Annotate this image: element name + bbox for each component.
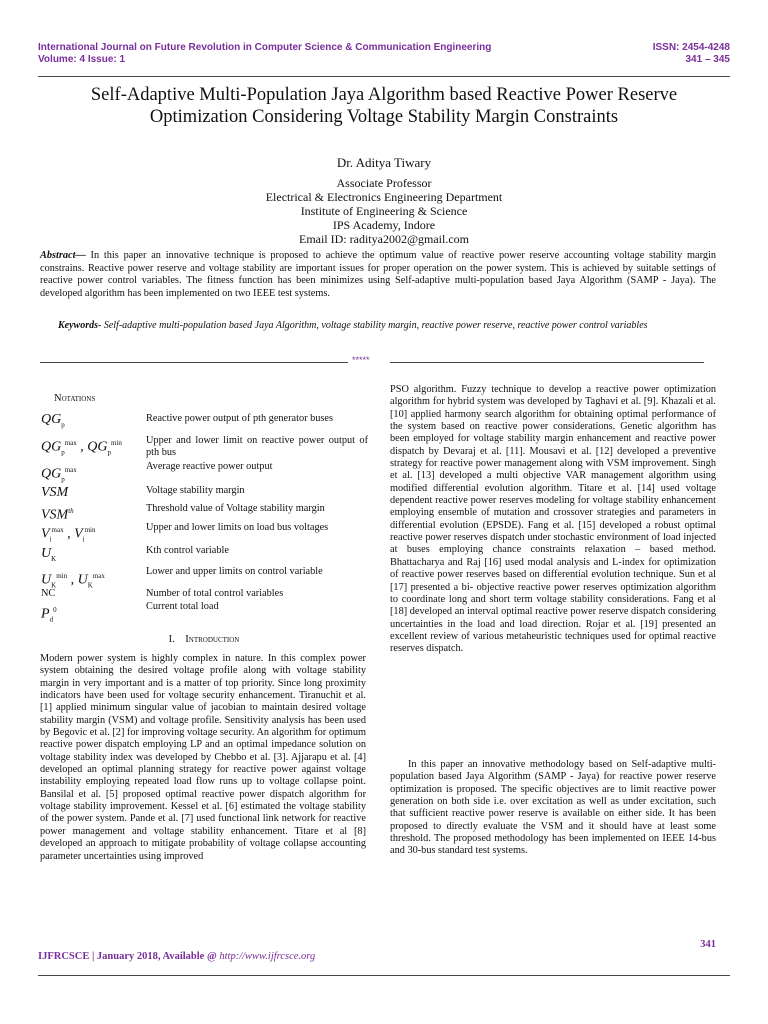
notation-symbol-9: NC xyxy=(41,588,56,599)
notation-desc-5: Threshold value of Voltage stability margin xyxy=(146,503,325,514)
intro-paragraph-2: PSO algorithm. Fuzzy technique to develop a reactive power optimization algorithm for hybrid system was developed by Taghavi et al. [9]. Khazali et al. [10] applied harmony search algorithm for obtaining optimal performance of the system based on reactive power considerations. Genetic algorithm has been employed for voltage stability margin enhancement and reactive power dispatch by Devaraj et al. [11]. Mousavi et al. [12] developed a preventive strategy for reactive power management along with VSM improvement. Singh et al. [13] developed a multi objective VAR management algorithm using modified differential evolution algorithm. Titare et al. [14] used voltage dependent reactive power reserves modeling for voltage stability enhancement employing ensemble of mutation and crossover strategies and parameters in differential evolution (EPSDE). Fang et al. [15] developed a robust optimal reactive power reserves dispatch under stochastic environment of load injected at buses employing chance constraints relaxation – based method. Bhattacharya and Raj [16] used modal analysis and L-index for optimization of reactive power reserves based on differential evolution technique. Sun et al [17] presented a bi- objective reactive power reserves optimization algorithm to coordinate long and short term voltage stability considerations. Fang et al [18] developed an interval optimal reactive power reserve dispatch considering uncertainties in the load and load direction. Rojar et al. [19] presented an excellent review of various metaheuristic techniques used for optimal reactive reserves dispatch. xyxy=(390,384,716,655)
footer-label: IJFRCSCE | January 2018, Available @ xyxy=(38,951,217,962)
notation-symbol-2: $QG_p^{max}$ , $QG_p^{min}$ xyxy=(41,439,122,457)
notation-symbol-5: $VSM^{th}$ xyxy=(41,507,74,523)
abstract xyxy=(40,250,716,300)
footer-rule xyxy=(38,975,730,976)
separator-stars: ***** xyxy=(352,355,370,365)
notations-heading: Notations xyxy=(54,393,96,404)
separator-rule-left xyxy=(40,362,348,363)
title-line-1: Self-Adaptive Multi-Population Jaya Algorithm based Reactive Power Reserve xyxy=(90,85,678,105)
notation-symbol-4: VSM xyxy=(41,485,69,500)
notation-desc-4: Voltage stability margin xyxy=(146,485,245,496)
author-email: Email ID: raditya2002@gmail.com xyxy=(298,232,469,246)
intro-paragraph-3: In this paper an innovative methodology based on Self-adaptive multi-population based Jaya Algorithm (SAMP - Jaya) for reactive power reserve optimization is proposed. The specific objectives are to limit reactive power generation on both side i.e. over excitation as well as under excitation, such that sufficient reactive power reserve is available on either side. It has been proposed to directly evaluate the VSM and it should have at least some threshold. The proposed methodology has been implemented on IEEE 14-bus and 30-bus standard test systems. xyxy=(390,759,716,857)
abstract-text: In this paper an innovative technique is proposed to achieve the optimum value of reactive power reserve accounting voltage stability margin constrains. Reactive power reserve and voltage stability are important issues for proper operation on the power system. This is achieved by suitable settings of reactive power control variables. The fitness function has been minimizes using Self-adaptive multi-population based Jaya Algorithm (SAMP - Jaya). The developed algorithm has been implemented on two IEEE test systems. xyxy=(40,250,716,299)
page-number: 341 xyxy=(700,939,716,950)
issn: ISSN: 2454-4248 xyxy=(652,42,730,53)
journal-name: International Journal on Future Revolution in Computer Science & Communication Engineering xyxy=(38,42,492,53)
header-rule xyxy=(38,76,730,77)
notation-desc-1: Reactive power output of pth generator buses xyxy=(146,413,334,424)
author-institute: Institute of Engineering & Science xyxy=(300,204,468,218)
keywords xyxy=(58,317,718,335)
notation-desc-10: Current total load xyxy=(146,601,219,612)
notation-symbol-1: $QG_p$ xyxy=(41,412,65,429)
page-range: 341 – 345 xyxy=(685,54,730,65)
author-department: Electrical & Electronics Engineering Department xyxy=(265,190,503,204)
notation-symbol-3: $QG_p^{max}$ xyxy=(41,466,77,484)
notation-desc-2: Upper and lower limit on reactive power output of pth bus xyxy=(146,435,368,458)
footer-citation xyxy=(38,951,315,962)
keywords-text: Self-adaptive multi-population based Jaya Algorithm, voltage stability margin, reactive power reserve, reactive power control variables xyxy=(101,320,648,331)
author-position: Associate Professor xyxy=(336,176,432,190)
section-number: I. xyxy=(168,634,175,645)
author-academy: IPS Academy, Indore xyxy=(332,218,436,232)
notation-symbol-6: $V_i^{max}$ , $V_i^{min}$ xyxy=(41,526,96,544)
notation-symbol-10: $P_d^0$ xyxy=(41,606,57,624)
volume-issue: Volume: 4 Issue: 1 xyxy=(38,54,126,65)
notation-desc-9: Number of total control variables xyxy=(146,588,284,599)
separator-rule-right xyxy=(390,362,704,363)
paper-title xyxy=(30,84,738,128)
abstract-label: Abstract— xyxy=(40,250,86,261)
notation-desc-7: Kth control variable xyxy=(146,545,229,556)
author-name: Dr. Aditya Tiwary xyxy=(336,155,432,170)
section-heading-introduction xyxy=(40,634,368,645)
notation-symbol-7: $U_K$ xyxy=(41,546,57,563)
title-line-2: Optimization Considering Voltage Stability Margin Constraints xyxy=(149,107,619,127)
section-title: Introduction xyxy=(185,634,240,645)
notation-desc-8: Lower and upper limits on control variable xyxy=(146,566,323,577)
footer-url[interactable]: http://www.ijfrcsce.org xyxy=(219,951,316,962)
notation-symbol-8: $U_K^{min}$ , $U_K^{max}$ xyxy=(41,572,105,590)
intro-paragraph-1: Modern power system is highly complex in nature. In this complex power system obtaining the desired voltage profile along with voltage stability margin in very important and is a matter of top priority. Since long proximity indicators have been used for voltage security enhancement. Tiranuchit et al. [1] applied minimum singular value of jacobian to maintain desired voltage stability margin (VSM) and voltage profile. Sensitivity analysis has been used by Begovic et al. [2] for improving voltage security. An algorithm for optimum reactive power dispatch employing LP and an optimal impedance solution on voltage stability index was developed by Chebbo et al. [3]. Ajjarapu et al. [4] developed an optimal planning strategy for reactive power against voltage instability employing repeated load flow runs up to voltage collapse point. Bansilal et al. [5] proposed optimal reactive power dispatch algorithm for voltage stability improvement. Kessel et al. [6] estimated the voltage stability of the power system. Pande et al. [7] used functional link network for reactive power management and voltage stability enhancement. Titare et al [8] developed an approach to mitigate probability of voltage collapse accounting parameter uncertainties using improved xyxy=(40,653,366,862)
keywords-label: Keywords- xyxy=(58,320,102,331)
notation-desc-6: Upper and lower limits on load bus voltages xyxy=(146,522,329,533)
notation-desc-3: Average reactive power output xyxy=(146,461,273,472)
